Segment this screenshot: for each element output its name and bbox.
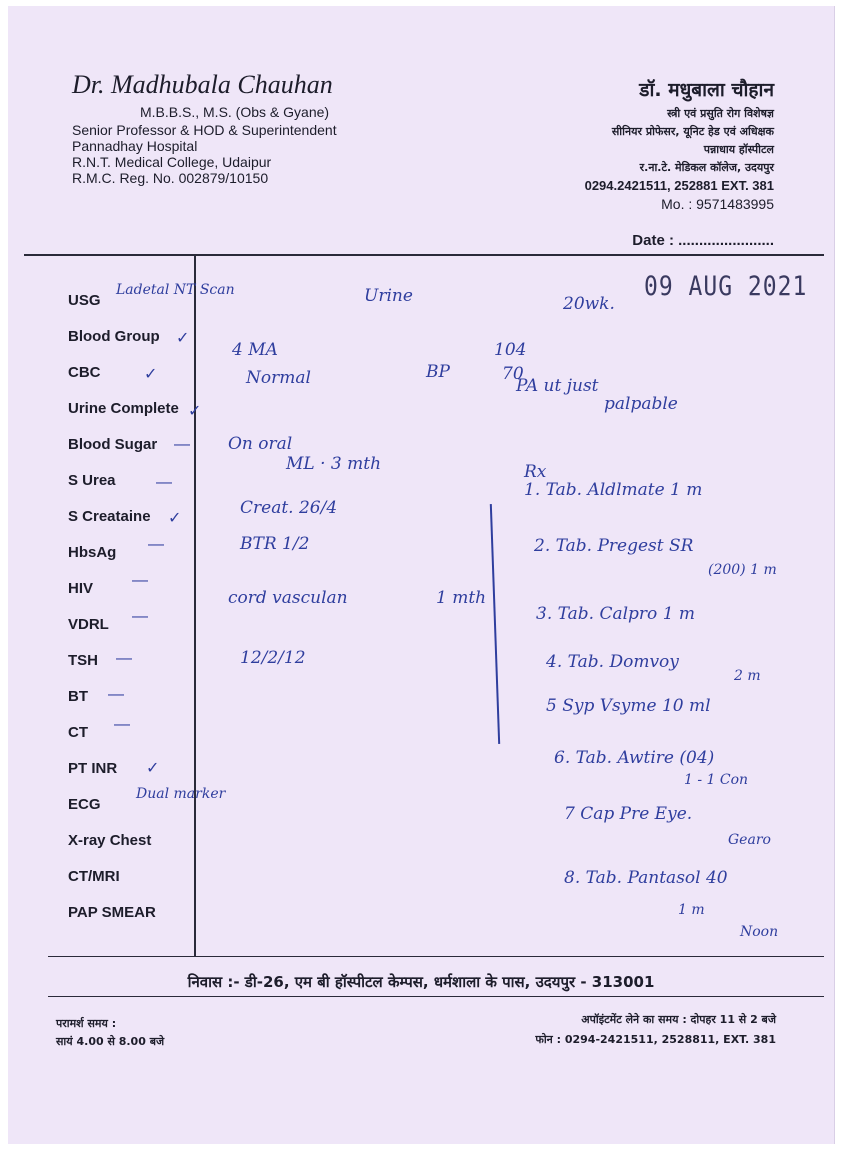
rx-medication-2-dose: (200) 1 m	[708, 562, 777, 578]
doctor-name-hindi: डॉ. मधुबाला चौहान	[639, 79, 774, 101]
rx-medication-8-dose: 1 m	[678, 902, 705, 918]
test-blood-group: Blood Group	[68, 328, 160, 345]
consultation-label: परामर्श समय :	[56, 1017, 117, 1030]
rx-medication-6-dose: 1 - 1 Con	[684, 772, 749, 788]
college-hindi: र.ना.टे. मेडिकल कॉलेज, उदयपुर	[639, 161, 774, 174]
tick-mark: —	[174, 436, 190, 453]
handwritten-btr: BTR 1/2	[240, 534, 310, 554]
hospital-name: Pannadhay Hospital	[72, 138, 198, 154]
test-urine-complete: Urine Complete	[68, 400, 179, 417]
handwritten-bp-systolic: 104	[494, 340, 527, 360]
handwritten-bp-label: BP	[426, 362, 450, 382]
test-xray-chest: X-ray Chest	[68, 832, 152, 849]
handwritten-sugar: On oral	[228, 434, 293, 454]
doctor-title: Senior Professor & HOD & Superintendent	[72, 122, 337, 138]
test-ct-mri: CT/MRI	[68, 868, 120, 885]
test-tsh: TSH	[68, 652, 98, 669]
test-s-urea: S Urea	[68, 472, 116, 489]
test-blood-sugar: Blood Sugar	[68, 436, 158, 453]
title-hindi: सीनियर प्रोफेसर, यूनिट हेड एवं अधिक्षक	[611, 125, 774, 138]
test-ecg: ECG	[68, 796, 101, 813]
handwritten-gma: 4 MA	[232, 340, 278, 360]
test-ct: CT	[68, 724, 88, 741]
tick-mark: —	[148, 536, 164, 553]
handwritten-weeks: 20wk.	[563, 294, 615, 314]
header-divider	[24, 254, 824, 256]
date-stamp: 09 AUG 2021	[644, 272, 808, 302]
rx-medication-7-dose: Gearo	[728, 832, 771, 848]
tick-mark: —	[156, 474, 172, 491]
tick-mark: ✓	[146, 760, 160, 777]
rx-medication-7: 7 Cap Pre Eye.	[564, 804, 693, 824]
appointment-time: अपॉइंटमेंट लेने का समय : दोपहर 11 से 2 बजे	[581, 1013, 776, 1026]
test-bt: BT	[68, 688, 88, 705]
handwritten-rx: Rx	[524, 462, 547, 482]
handwritten-bracket-line	[490, 504, 500, 744]
footer-rule-top	[48, 956, 824, 957]
rx-medication-1: 1. Tab. Aldlmate 1 m	[524, 480, 703, 500]
test-column-divider	[194, 256, 196, 956]
handwritten-creatinine: Creat. 26/4	[240, 498, 338, 518]
rx-medication-4: 4. Tab. Domvoy	[546, 652, 679, 672]
handwritten-cord: cord vasculan	[228, 588, 348, 608]
rx-medication-8-time: Noon	[740, 924, 779, 940]
residence-address: निवास :- डी-26, एम बी हॉस्पीटल केम्पस, धर्मशाला के पास, उदयपुर - 313001	[187, 973, 655, 991]
test-s-creataine: S Creataine	[68, 508, 151, 525]
tick-mark: ✓	[168, 510, 182, 527]
rx-medication-5: 5 Syp Vsyme 10 ml	[546, 696, 711, 716]
handwritten-bp-diastolic: 70	[502, 364, 524, 384]
tick-mark: —	[116, 650, 132, 667]
handwritten-date: 12/2/12	[240, 648, 306, 668]
tick-mark: ✓	[144, 366, 158, 383]
rx-medication-4-dose: 2 m	[734, 668, 761, 684]
handwritten-normal: Normal	[246, 368, 311, 388]
date-field: Date : .......................	[632, 232, 774, 249]
tick-mark: ✓	[176, 330, 190, 347]
tick-mark: —	[132, 572, 148, 589]
prescription-sheet	[8, 6, 835, 1144]
rx-medication-6: 6. Tab. Awtire (04)	[554, 748, 715, 768]
handwritten-ml: ML · 3 mth	[286, 454, 382, 474]
test-cbc: CBC	[68, 364, 101, 381]
tick-mark: —	[114, 716, 130, 733]
tick-mark: —	[108, 686, 124, 703]
rx-medication-8: 8. Tab. Pantasol 40	[564, 868, 728, 888]
tick-mark: —	[132, 608, 148, 625]
mobile-number: Mo. : 9571483995	[661, 196, 774, 212]
test-vdrl: VDRL	[68, 616, 109, 633]
hospital-hindi: पन्नाधाय हॉस्पीटल	[703, 143, 774, 156]
handwritten-one-month: 1 mth	[436, 588, 487, 608]
college-name: R.N.T. Medical College, Udaipur	[72, 154, 272, 170]
doctor-name-english: Dr. Madhubala Chauhan	[72, 70, 333, 99]
handwritten-dual-marker: Dual marker	[136, 786, 226, 802]
registration-number: R.M.C. Reg. No. 002879/10150	[72, 170, 269, 186]
footer-rule-bottom	[48, 996, 824, 997]
specialty-hindi: स्त्री एवं प्रसुति रोग विशेषज्ञ	[667, 107, 774, 120]
test-pap-smear: PAP SMEAR	[68, 904, 156, 921]
rx-medication-2: 2. Tab. Pregest SR	[534, 536, 694, 556]
doctor-degree: M.B.B.S., M.S. (Obs & Gyane)	[140, 104, 330, 120]
handwritten-urine: Urine	[364, 286, 413, 306]
consultation-time: सायं 4.00 से 8.00 बजे	[56, 1035, 165, 1048]
test-pt-inr: PT INR	[68, 760, 118, 777]
phone-header: 0294.2421511, 252881 EXT. 381	[584, 178, 774, 193]
rx-medication-3: 3. Tab. Calpro 1 m	[536, 604, 696, 624]
footer-phone: फोन : 0294-2421511, 2528811, EXT. 381	[535, 1033, 776, 1046]
test-hbsag: HbsAg	[68, 544, 117, 561]
tick-mark: ✓	[188, 403, 202, 420]
handwritten-palpable: palpable	[604, 394, 678, 414]
handwritten-usg-note: Ladetal NT Scan	[116, 282, 235, 298]
test-hiv: HIV	[68, 580, 94, 597]
test-usg: USG	[68, 292, 101, 309]
handwritten-pa: PA ut just	[516, 376, 599, 396]
